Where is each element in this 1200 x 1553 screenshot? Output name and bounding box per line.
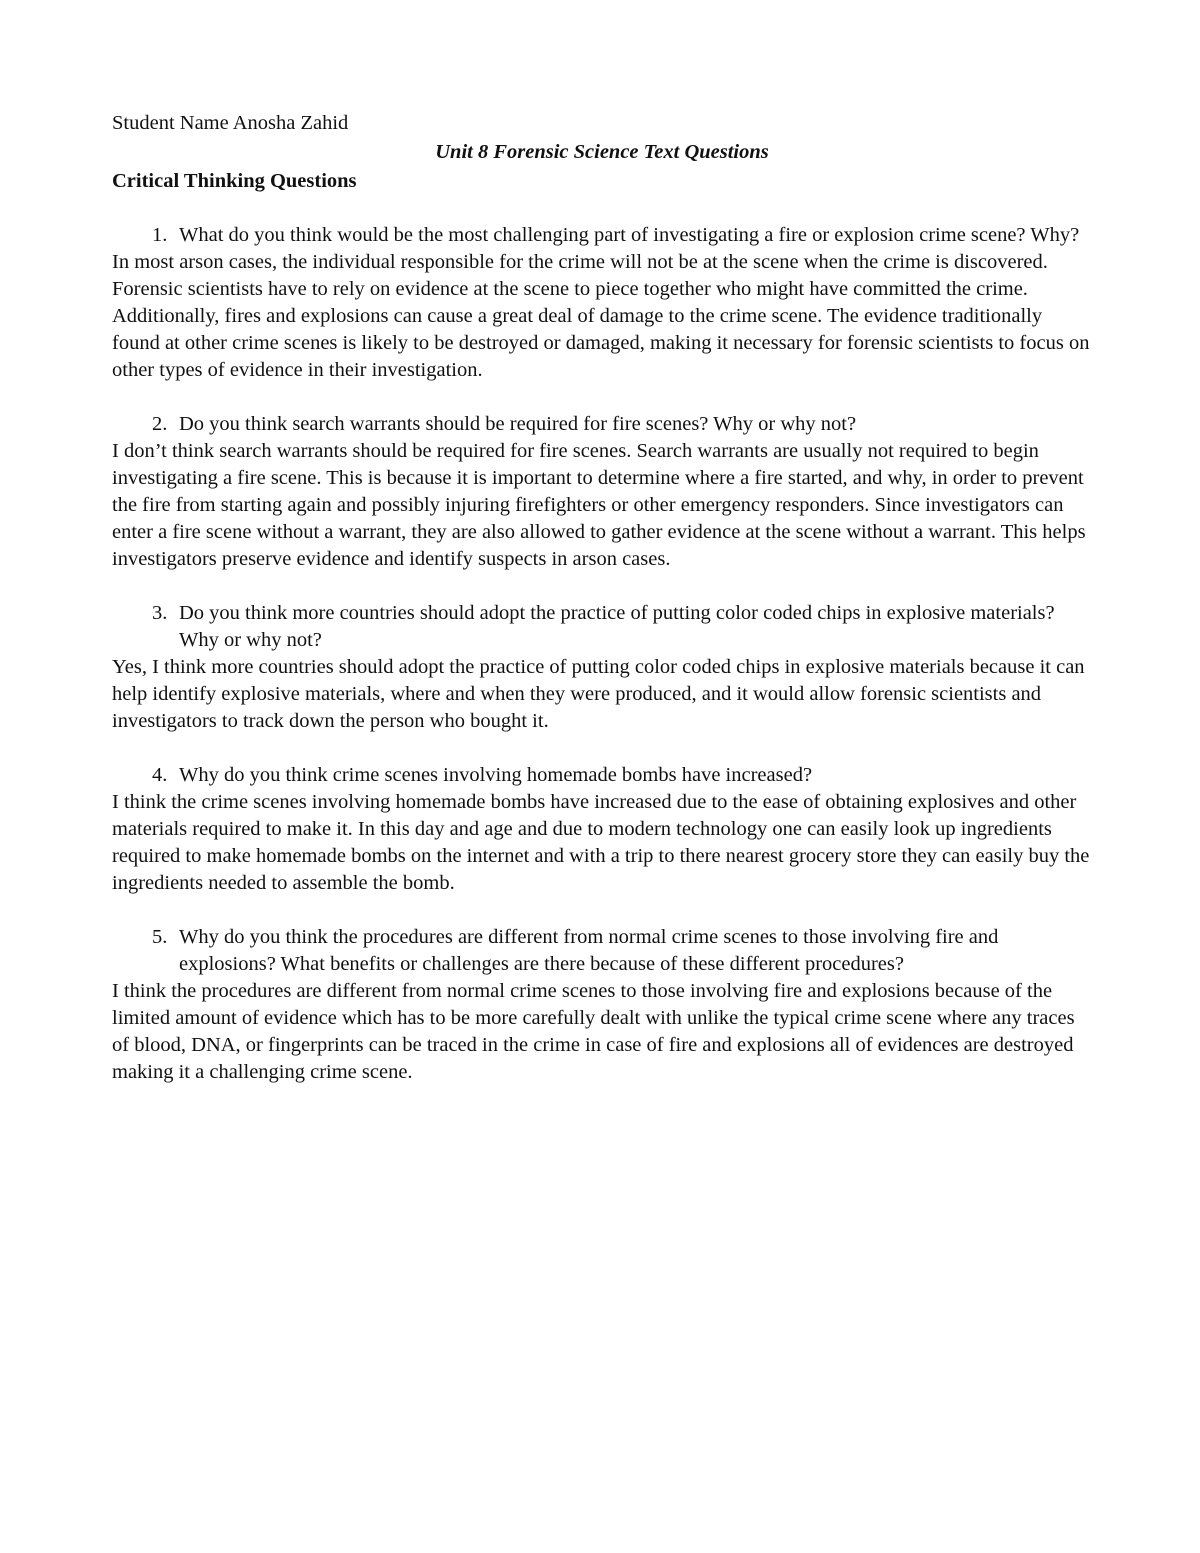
document-page: [112, 110, 1092, 1086]
question-body: Do you think more countries should adopt the practice of putting color coded chips in explosive materials? Why or why not?: [179, 602, 1055, 651]
question-item-2: [112, 411, 1092, 573]
answer-text: Yes, I think more countries should adopt the practice of putting color coded chips in explosive materials because it can help identify explosive materials, where and when they were produced, and it would allow forensic scientists and investigators to track down the person who bought it.: [112, 656, 1085, 732]
question-text: [112, 411, 1092, 438]
question-text: [112, 924, 1092, 978]
question-body: Do you think search warrants should be required for fire scenes? Why or why not?: [179, 413, 857, 435]
question-body: What do you think would be the most challenging part of investigating a fire or explosion crime scene? Why?: [179, 224, 1080, 246]
question-item-5: [112, 924, 1092, 1086]
question-text: [112, 222, 1092, 249]
question-item-1: [112, 222, 1092, 384]
question-body: Why do you think the procedures are different from normal crime scenes to those involving fire and explosions? What benefits or challenges are there because of these different procedures?: [179, 926, 999, 975]
question-number: 2.: [152, 413, 168, 435]
question-text: [112, 600, 1092, 654]
student-name-line: Student Name Anosha Zahid: [112, 112, 349, 134]
question-number: 3.: [152, 602, 168, 624]
question-number: 1.: [152, 224, 168, 246]
question-item-4: [112, 762, 1092, 897]
section-heading: Critical Thinking Questions: [112, 170, 357, 192]
answer-text: I think the crime scenes involving homemade bombs have increased due to the ease of obtaining explosives and other materials required to make it. In this day and age and due to modern technology one can easily look up ingredients required to make homemade bombs on the internet and with a trip to there nearest grocery store they can easily buy the ingredients needed to assemble the bomb.: [112, 791, 1090, 894]
question-body: Why do you think crime scenes involving homemade bombs have increased?: [179, 764, 813, 786]
question-number: 4.: [152, 764, 168, 786]
document-title: Unit 8 Forensic Science Text Questions: [435, 141, 769, 163]
question-list: [112, 222, 1092, 1086]
answer-text: In most arson cases, the individual responsible for the crime will not be at the scene when the crime is discovered. Forensic scientists have to rely on evidence at the scene to piece together who might have committed the crime. Additionally, fires and explosions can cause a great deal of damage to the crime scene. The evidence traditionally found at other crime scenes is likely to be destroyed or damaged, making it necessary for forensic scientists to focus on other types of evidence in their investigation.: [112, 251, 1090, 381]
answer-text: I think the procedures are different from normal crime scenes to those involving fire and explosions because of the limited amount of evidence which has to be more carefully dealt with unlike the typical crime scene where any traces of blood, DNA, or fingerprints can be traced in the crime in case of fire and explosions all of evidences are destroyed making it a challenging crime scene.: [112, 980, 1075, 1083]
question-number: 5.: [152, 926, 168, 948]
answer-text: I don’t think search warrants should be required for fire scenes. Search warrants are usually not required to begin investigating a fire scene. This is because it is important to determine where a fire started, and why, in order to prevent the fire from starting again and possibly injuring firefighters or other emergency responders. Since investigators can enter a fire scene without a warrant, they are also allowed to gather evidence at the scene without a warrant. This helps investigators preserve evidence and identify suspects in arson cases.: [112, 440, 1086, 570]
question-item-3: [112, 600, 1092, 735]
question-text: [112, 762, 1092, 789]
